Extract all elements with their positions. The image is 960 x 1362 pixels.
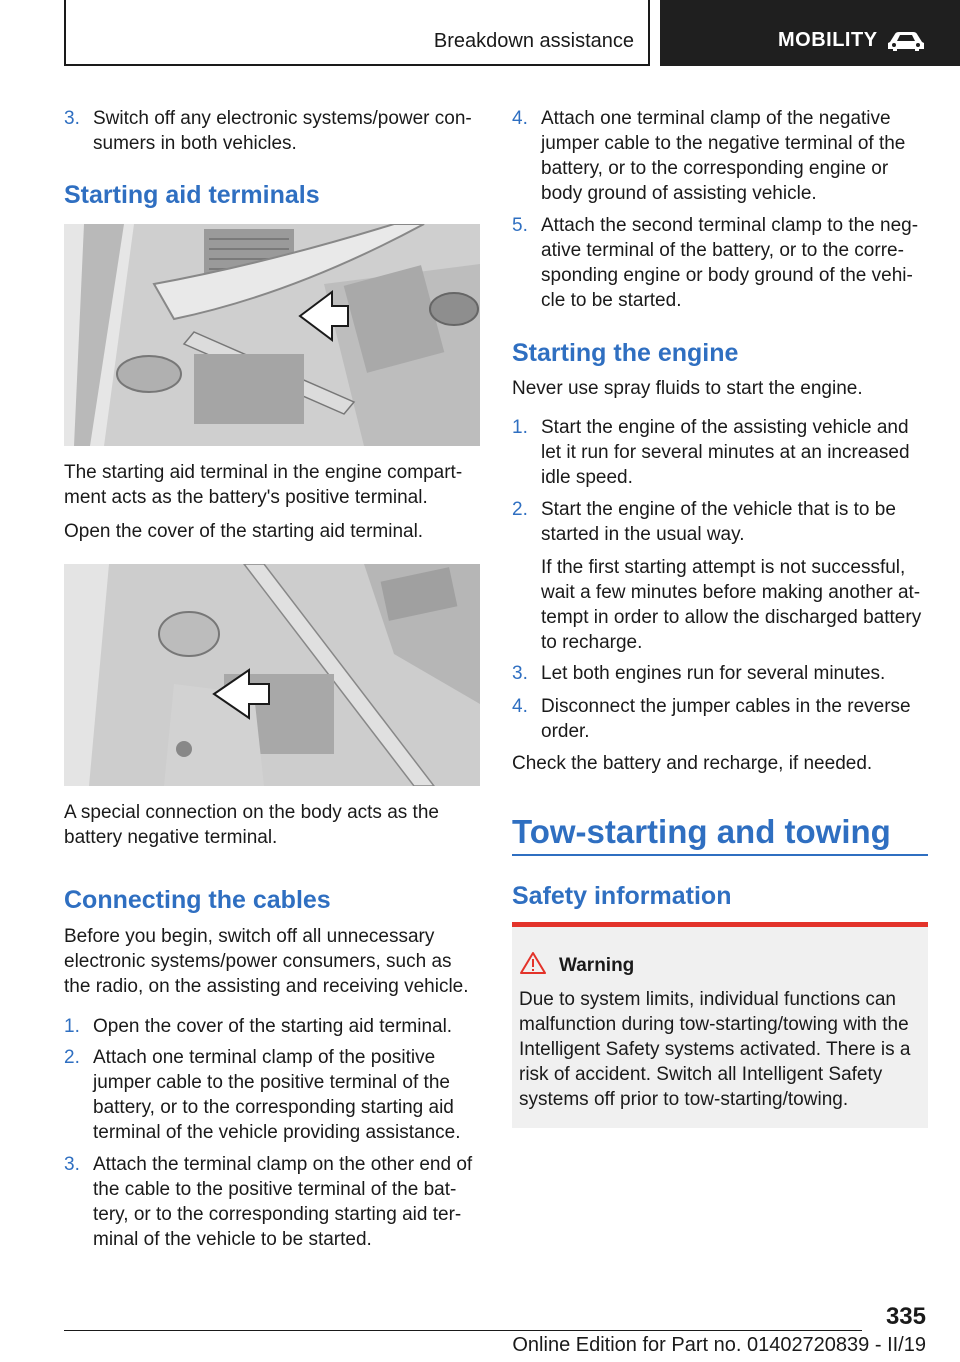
engine-compartment-photo-1 [64, 224, 480, 446]
list-number: 4. [512, 108, 528, 129]
heading-tow-starting: Tow-starting and towing [512, 813, 891, 850]
car-icon [886, 30, 926, 52]
heading-starting-aid-terminals: Starting aid terminals [64, 181, 320, 209]
warning-triangle-icon [520, 951, 546, 975]
list-number: 2. [512, 499, 528, 520]
list-text: Switch off any electronic systems/power con-sumers in both vehicles. [93, 108, 472, 154]
list-text: Let both engines run for several minutes. [541, 663, 886, 684]
header-section-title: Breakdown assistance [433, 30, 634, 52]
before-you-begin-text: Before you begin, switch off all unnecessary electronic systems/power consumers, such as the radio, on the assisting and receiving vehicle. [64, 926, 469, 997]
spray-fluids-note: Never use spray fluids to start the engine. [512, 378, 863, 399]
list-text: Attach the second terminal clamp to the neg-ative terminal of the battery, or to the corre-sponding engine or body ground of the vehi-cle to be started. [541, 215, 919, 311]
header-section-box [64, 0, 650, 66]
list-number: 5. [512, 215, 528, 236]
list-text: Start the engine of the vehicle that is to be started in the usual way. [541, 499, 896, 545]
open-cover-instruction: Open the cover of the starting aid terminal. [64, 521, 424, 542]
header-chapter-title: MOBILITY [778, 29, 878, 51]
list-text: Attach the terminal clamp on the other end of the cable to the positive terminal of the bat-tery, or to the corresponding starting aid ter-minal of the vehicle to be started. [93, 1154, 473, 1250]
engine-compartment-photo-2 [64, 564, 480, 786]
list-text: Attach one terminal clamp of the positive jumper cable to the positive terminal of the battery, or to the corresponding starting aid terminal of the vehicle providing assistance. [93, 1047, 461, 1143]
list-text: Attach one terminal clamp of the negative jumper cable to the negative terminal of the battery, or to the corresponding engine or body ground of assisting vehicle. [541, 108, 906, 204]
heading-starting-engine: Starting the engine [512, 339, 739, 367]
heading-safety-information: Safety information [512, 882, 732, 910]
header-chapter-tab[interactable] [660, 0, 960, 66]
list-number: 3. [64, 108, 80, 129]
list-number: 4. [512, 696, 528, 717]
heading-underline [512, 854, 928, 856]
list-text: Open the cover of the starting aid terminal. [93, 1016, 453, 1037]
terminal-description: The starting aid terminal in the engine compart-ment acts as the battery's positive terminal. [64, 462, 463, 508]
warning-box [512, 922, 928, 1128]
list-note-text: If the first starting attempt is not successful, wait a few minutes before making another at-tempt in order to allow the discharged battery to recharge. [541, 557, 922, 653]
page-number: 335 [885, 1303, 926, 1330]
list-number: 1. [64, 1016, 80, 1037]
heading-connecting-cables: Connecting the cables [64, 886, 331, 914]
list-number: 3. [512, 663, 528, 684]
footer-rule [64, 1330, 862, 1331]
list-number: 1. [512, 417, 528, 438]
warning-text: Due to system limits, individual functions can malfunction during tow-starting/towing with the Intelligent Safety systems activated. There is a risk of accident. Switch all Intelligent Safety systems off prior to tow-starting/towing. [519, 989, 911, 1110]
negative-terminal-description: A special connection on the body acts as the battery negative terminal. [64, 802, 439, 848]
check-battery-note: Check the battery and recharge, if needed. [512, 753, 873, 774]
list-number: 2. [64, 1047, 80, 1068]
list-number: 3. [64, 1154, 80, 1175]
list-text: Disconnect the jumper cables in the reverse order. [541, 696, 911, 742]
list-text: Start the engine of the assisting vehicle and let it run for several minutes at an increased idle speed. [541, 417, 910, 488]
footer-edition: Online Edition for Part no. 01402720839 - II/19 [512, 1334, 926, 1356]
warning-title: Warning [559, 955, 635, 976]
